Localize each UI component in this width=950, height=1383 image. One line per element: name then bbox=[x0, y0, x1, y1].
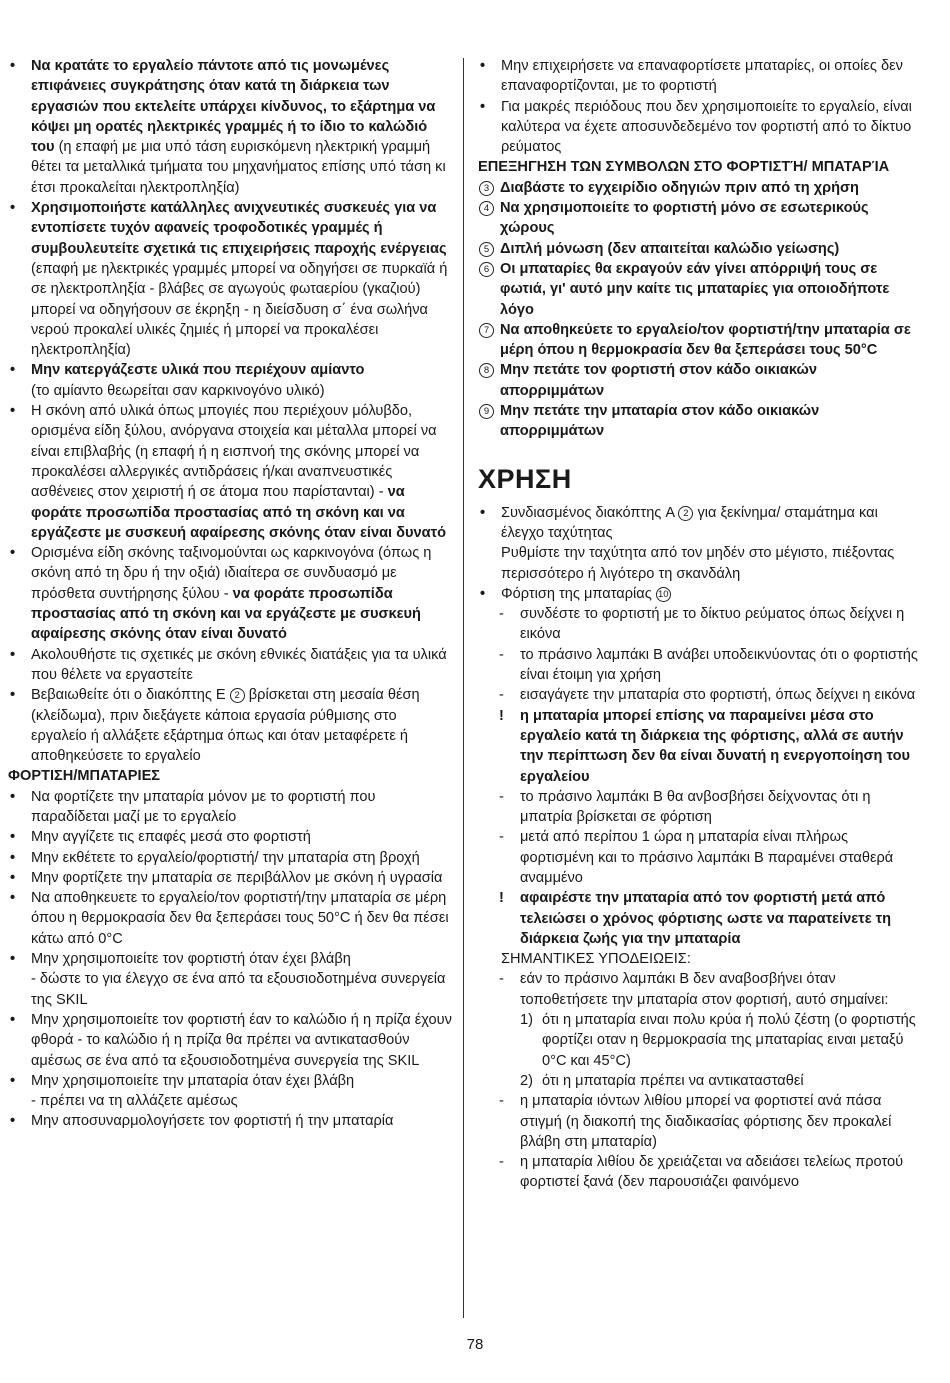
dash: - bbox=[499, 1093, 504, 1110]
charging-heading: ΦΟΡΤΙΣΗ/ΜΠΑΤΑΡΙΕΣ bbox=[8, 768, 161, 785]
charging-item: • Μην χρησιμοποιείτε την μπαταρία όταν έχει βλάβη - πρέπει να τη αλλάζετε αμέσως bbox=[10, 1072, 355, 1110]
symbol-item: 3 Διαβάστε το εγχειρίδιο οδηγιών πριν από τη χρήση bbox=[478, 178, 920, 198]
note-subitem: 2) ότι η μπαταρία πρέπει να αντικατασταθεί bbox=[478, 1071, 920, 1091]
bullet: • bbox=[10, 869, 16, 886]
right-column bbox=[478, 56, 920, 1193]
charging-item: • Μην εκθέτετε το εργαλείο/φορτιστή/ την μπαταρία στη βροχή bbox=[8, 848, 454, 868]
note-item: - η μπαταρία ιόντων λιθίου μπορεί να φορτιστεί ανά πάσα στιγμή (η διακοπή της διαδικασίας φόρτισης δεν προκαλεί βλάβη στη μπαταρία) bbox=[499, 1093, 892, 1150]
bullet: • bbox=[10, 403, 16, 420]
subitem-number: 2) bbox=[520, 1072, 533, 1089]
charging-warning: ! αφαιρέστε την μπαταρία από τον φορτιστή μετά από τελειώσει ο χρόνος φόρτισης ωστε να παρατείνετε τη διάρκεια ζωής για την μπαταρία bbox=[499, 890, 892, 947]
use-item-switch: • Συνδιασμένος διακόπτης A 2 για ξεκίνημα/ σταμάτημα και έλεγχο ταχύτητας Ρυθμίστε την ταχύτητα από τον μηδέν στο μέγιστο, πιέξοντας περισσότερο ή λιγότερο τη σκανδάλη bbox=[480, 504, 895, 582]
charging-step: - μετά από περίπου 1 ώρα η μπαταρία είναι πλήρως φορτισμένη και το πράσινο λαμπάκι B παραμένει σταθερά αναμμένο bbox=[499, 829, 894, 886]
warning-icon: ! bbox=[499, 890, 504, 907]
dash: - bbox=[499, 788, 504, 805]
dash: - bbox=[499, 606, 504, 623]
notes-heading: ΣΗΜΑΝΤΙΚΕΣ ΥΠΟΔΕΙΩΕΙΣ: bbox=[501, 951, 691, 968]
symbol-number-icon: 3 bbox=[479, 181, 494, 196]
symbol-item: 9 Μην πετάτε την μπαταρία στον κάδο οικιακών απορριμμάτων bbox=[478, 401, 920, 442]
symbol-item: 8 Μην πετάτε τον φορτιστή στον κάδο οικιακών απορριμμάτων bbox=[478, 360, 920, 401]
symbol-number-icon: 5 bbox=[479, 242, 494, 257]
symbol-item: 7 Να αποθηκεύετε το εργαλείο/τον φορτιστή/την μπαταρία σε μέρη όπου η θερμοκρασία δεν θα ξεπεράσει τους 50°C bbox=[478, 320, 920, 361]
warning-icon: ! bbox=[499, 707, 504, 724]
note-item: - η μπαταρία λιθίου δε χρειάζεται να αδειάσει τελείως προτού φορτιστεί ξανά (δεν παρουσιάζει φαινόμενο bbox=[499, 1154, 904, 1191]
bullet: • bbox=[10, 545, 16, 562]
charging-item: • Να αποθηκευετε το εργαλείο/τον φορτιστή/την μπαταρία σε μέρη όπου η θερμοκρασία δεν θα ξεπεράσει τους 50°C ή δεν θα πέσει κάτω από 0°C bbox=[10, 890, 449, 947]
charging-item: • Μην αγγίζετε τις επαφές μεσά στο φορτιστή bbox=[8, 827, 454, 847]
bullet: • bbox=[10, 1113, 16, 1130]
bullet: • bbox=[10, 788, 16, 805]
bullet: • bbox=[10, 687, 16, 704]
bullet: • bbox=[10, 829, 16, 846]
charging-item: • Μην φορτίζετε την μπαταρία σε περιβάλλον με σκόνη ή υγρασία bbox=[8, 868, 454, 888]
charging-item: • Μην αποσυναρμολογήσετε τον φορτιστή ή την μπαταρία bbox=[8, 1111, 454, 1131]
dash: - bbox=[499, 829, 504, 846]
use-item-charging: • Φόρτιση της μπαταρίας 10 bbox=[478, 584, 920, 604]
symbol-number-icon: 7 bbox=[479, 323, 494, 338]
note-item: - εάν το πράσινο λαμπάκι B δεν αναβοσβήνει όταν τοποθετήσετε την μπαταρία στον φορτισή, αυτό σημαίνει: bbox=[499, 971, 889, 1008]
symbol-item: 4 Να χρησιμοποιείτε το φορτιστή μόνο σε εσωτερικούς χώρους bbox=[478, 198, 920, 239]
bullet: • bbox=[10, 1072, 16, 1089]
symbol-item: 6 Οι μπαταρίες θα εκραγούν εάν γίνει απόρριψή τους σε φωτιά, γι' αυτό μην καίτε τις μπαταρίες για οποιοδήποτε λόγο bbox=[478, 259, 920, 320]
bullet: • bbox=[480, 98, 486, 115]
column-divider bbox=[463, 58, 464, 1318]
charging-item: • Μην χρησιμοποιείτε τον φορτιστή όταν έχει βλάβη - δώστε το για έλεγχο σε ένα από τα εξουσιοδοτημένα συνεργεία της SKIL bbox=[10, 951, 446, 1008]
safety-item-dust-harmful: • Η σκόνη από υλικά όπως μπογιές που περιέχουν μόλυβδο, ορισμένα είδη ξύλου, ανόργανα στοιχεία και μέταλλα μπορεί να είναι επιβλαβής (η επαφή ή η εισπνοή της σκόνης μπορεί να προκαλέσει αλλεργικές αντιδράσεις ή/και αναπνευστικές ασθένειες στον χειριστή ή σε άτομα που παρίστανται) - να φοράτε προσωπίδα προστασίας από τη σκόνη και να εργάζεστε με συσκευή αφαίρεσης σκόνης όταν είναι δυνατό bbox=[10, 403, 447, 541]
dash: - bbox=[499, 646, 504, 663]
bullet: • bbox=[480, 504, 486, 521]
safety-item-hold-insulated: • Να κρατάτε το εργαλείο πάντοτε από τις μονωμένες επιφάνειες συγκράτησης όταν κατά τη διάρκεια των εργασιών που εκτελείτε υπάρχει κίνδυνος, το εξάρτημα να κόψει μη ορατές ηλεκτρικές γραμμές ή το ίδιο το καλώδιό του (η επαφή με μια υπό τάση ευρισκόμενη ηλεκτρική γραμμή θέτει τα μεταλλικά τμήματα του μηχανήματος επίσης υπό τάση κι έτσι προκαλείται ηλεκτροπληξία) bbox=[10, 58, 446, 196]
safety-item-asbestos: • Μην κατεργάζεστε υλικά που περιέχουν αμίαντο (το αμίαντο θεωρείται σαν καρκινογόνο υλικό) bbox=[10, 362, 365, 399]
section-title-use: ΧΡΗΣΗ bbox=[478, 463, 572, 494]
figure-ref-icon: 10 bbox=[656, 587, 671, 602]
symbols-heading: ΕΠΕΞΗΓΗΣΗ ΤΩΝ ΣΥΜΒΟΛΩΝ ΣΤΟ ΦΟΡΤΙΣΤΉ/ ΜΠΑΤΑΡΊΑ bbox=[478, 159, 890, 176]
note-subitem: 1) ότι η μπαταρία ειναι πολυ κρύα ή πολύ ζέστη (ο φορτιστής φορτίζει οταν η θερμοκρασία της μπαταρίας ειναι μεταξύ 0°C και 45°C) bbox=[520, 1012, 916, 1069]
bullet: • bbox=[10, 58, 16, 74]
symbol-number-icon: 9 bbox=[479, 404, 494, 419]
bullet: • bbox=[10, 646, 16, 663]
page-number: 78 bbox=[466, 1336, 484, 1353]
dash: - bbox=[499, 971, 504, 988]
bullet: • bbox=[10, 200, 16, 217]
safety-item-dust-carcinogenic: • Ορισμένα είδη σκόνης ταξινομούνται ως καρκινογόνα (όπως η σκόνη από τη δρυ ή την οξιά) ιδιαίτερα σε συνδυασμό με πρόσθετα συντήρησης ξύλου - να φοράτε προσωπίδα προστασίας από τη σκόνη και να εργάζεστε με συσκευή αφαίρεσης σκόνης όταν είναι δυνατό bbox=[10, 545, 432, 643]
charging-step: - το πράσινο λαμπάκι B θα ανβοσβήσει δείχνοντας ότι η μπατρία βρίσκεται σε φόρτιση bbox=[499, 788, 871, 826]
subitem-number: 1) bbox=[520, 1012, 533, 1029]
symbol-number-icon: 8 bbox=[479, 363, 494, 378]
bullet: • bbox=[10, 849, 16, 866]
symbol-item: 5 Διπλή μόνωση (δεν απαιτείται καλώδιο γείωσης) bbox=[478, 239, 920, 259]
charging-item: • Μην χρησιμοποιείτε τον φορτιστή έαν το καλώδιο ή η πρίζα έχουν φθορά - το καλώδιο ή η πρίζα θα πρέπει να αντικατασθούν αμέσως σε ένα από τα εξουσιοδοτημένα συνεργεία της SKIL bbox=[10, 1011, 452, 1069]
figure-ref-icon: 2 bbox=[230, 688, 245, 703]
symbol-number-icon: 6 bbox=[479, 262, 494, 277]
safety-item-switch-lock: • Βεβαιωθείτε ότι ο διακόπτης Ε 2 βρίσκεται στη μεσαία θέση (κλείδωμα), πριν διεξάγετε κάποια εργασία ρύθμισης στο εργαλείο ή αλλάξετε εξάρτημα όπως και όταν μεταφέρετε ή αποθηκεύσετε το εργαλείο bbox=[10, 687, 420, 765]
dash: - bbox=[499, 1154, 504, 1171]
charging-step: - εισαγάγετε την μπαταρία στο φορτιστή, όπως δείχνει η εικόνα bbox=[478, 685, 920, 705]
charging-warning: ! η μπαταρία μπορεί επίσης να παραμείνει μέσα στο εργαλείο κατά τη διάρκεια της φόρτισης, αλλά σε αυτήν την περίπτωση δεν θα είναι δυνατή η ενεργοποίηση του εργαλείου bbox=[499, 707, 911, 785]
bullet: • bbox=[480, 585, 486, 602]
safety-item-national-regulations: • Ακολουθήστε τις σχετικές με σκόνη εθνικές διατάξεις για τα υλικά που θέλετε να εργαστείτε bbox=[10, 646, 447, 683]
figure-ref-icon: 2 bbox=[678, 506, 693, 521]
charging-item: • Να φορτίζετε την μπαταρία μόνον με το φορτιστή που παραδίδεται μαζί με το εργαλείο bbox=[10, 788, 376, 825]
charging-step: - το πράσινο λαμπάκι B ανάβει υποδεικνύοντας ότι ο φορτιστής είναι έτοιμη για χρήση bbox=[499, 646, 918, 684]
bullet: • bbox=[10, 951, 16, 968]
dash: - bbox=[499, 687, 504, 704]
bullet: • bbox=[10, 890, 16, 907]
bullet: • bbox=[480, 58, 486, 74]
bullet: • bbox=[10, 1011, 16, 1028]
charging-step: - συνδέστε το φορτιστή με το δίκτυο ρεύματος όπως δείχνει η εικόνα bbox=[499, 606, 905, 643]
charging-item: • Μην επιχειρήσετε να επαναφορτίσετε μπαταρίες, οι οποίες δεν επαναφορτίζονται, με το φορτιστή bbox=[480, 58, 903, 95]
left-column bbox=[8, 56, 454, 1132]
symbol-number-icon: 4 bbox=[479, 201, 494, 216]
charging-item: • Για μακρές περιόδους που δεν χρησιμοποιείτε το εργαλείο, είναι καλύτερα να έχετε αποσυνδεδεμένο τον φορτιστή από το δίκτυο ρεύματος bbox=[480, 98, 912, 156]
bullet: • bbox=[10, 362, 16, 379]
safety-item-detectors: • Χρησιμοποιήστε κατάλληλες ανιχνευτικές συσκευές για να εντοπίσετε τυχόν αφανείς τροφοδοτικές γραμμές ή συμβουλευτείτε σχετικά τις επιχειρήσεις παροχής ενέργειας (επαφή με ηλεκτρικές γραμμές μπορεί να οδηγήσει σε πυρκαϊά ή σε ηλεκτροπληξία - βλάβες σε αγωγούς φωταερίου (γκαζιού) μπορεί να οδηγήσουν σε έκρηξη - η διείσδυση σ΄ ένα σωλήνα νερού προκαλεί υλικές ζημιές ή μπορεί να προκαλέσει ηλεκτροπληξία) bbox=[10, 200, 448, 359]
